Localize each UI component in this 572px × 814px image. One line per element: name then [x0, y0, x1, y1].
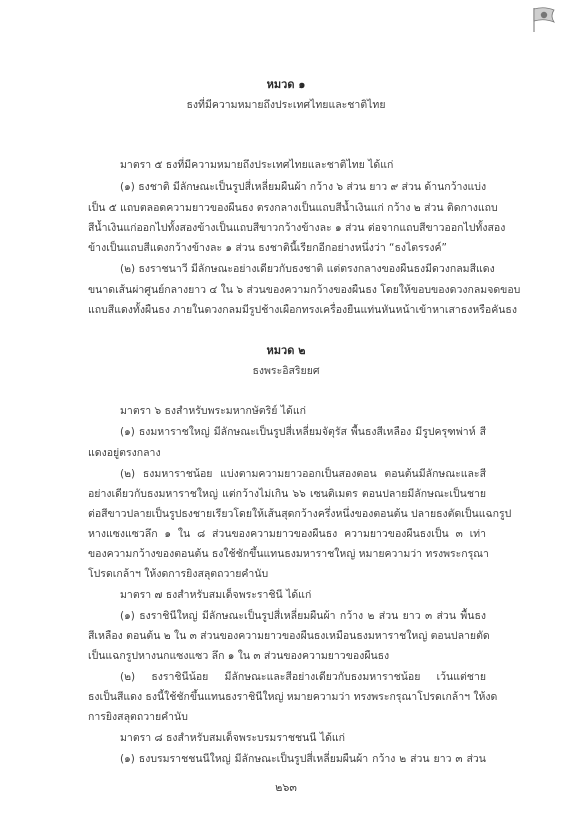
garuda-seal-icon	[528, 4, 558, 34]
section-8-p1-line: (๑) ธงบรมราชชนนีใหญ่ มีลักษณะเป็นรูปสี่เหลี่ยมผืนผ้า กว้าง ๒ ส่วน ยาว ๓ ส่วน	[120, 753, 486, 765]
section-8-intro: มาตรา ๘ ธงสำหรับสมเด็จพระบรมราชชนนี ได้แก่	[120, 732, 346, 744]
section-5-p1-line: เป็น ๕ แถบตลอดความยาวของผืนธง ตรงกลางเป็นแถบสีน้ำเงินแก่ กว้าง ๒ ส่วน ติดกางแถบ	[88, 202, 498, 214]
section-5-p1-line: สีน้ำเงินแก่ออกไปทั้งสองข้างเป็นแถบสีขาวกว้างข้างละ ๑ ส่วน ต่อจากแถบสีขาวออกไปทั้งสอง	[88, 222, 506, 234]
section-7-p2-line: การยิงสลุตถวายคำนับ	[88, 711, 188, 723]
section-6-p1-line: แดงอยู่ตรงกลาง	[88, 447, 161, 459]
page-number: ๒๖๓	[275, 781, 297, 794]
chapter-2-title: หมวด ๒	[266, 344, 306, 357]
section-5-intro: มาตรา ๕ ธงที่มีความหมายถึงประเทศไทยและชาติไทย ได้แก่	[120, 159, 394, 171]
section-5-p1-line: ข้างเป็นแถบสีแดงกว้างข้างละ ๑ ส่วน ธงชาตินี้เรียกอีกอย่างหนึ่งว่า “ธงไตรรงค์”	[88, 242, 447, 254]
chapter-2-subtitle: ธงพระอิสริยยศ	[252, 365, 320, 377]
section-5-p2-line: (๒) ธงราชนาวี มีลักษณะอย่างเดียวกับธงชาติ แต่ตรงกลางของผืนธงมีดวงกลมสีแดง	[120, 263, 495, 275]
section-5-p2-line: แถบสีแดงทั้งผืนธง ภายในดวงกลมมีรูปช้างเผือกทรงเครื่องยืนแท่นหันหน้าเข้าหาเสาธงหรือคันธง	[88, 304, 517, 316]
section-7-p1-line: สีเหลือง ตอนต้น ๒ ใน ๓ ส่วนของความยาวของผืนธงเหมือนธงมหาราชใหญ่ ตอนปลายตัด	[88, 630, 490, 642]
section-6-p2-line: ของความกว้างของตอนต้น ธงใช้ชักขึ้นแทนธงมหาราชใหญ่ หมายความว่า ทรงพระกรุณา	[88, 548, 489, 560]
section-6-p2-line: หางแซงแซวลึก ๑ ใน ๘ ส่วนของความยาวของผืนธง ความยาวของผืนธงเป็น ๓ เท่า	[88, 528, 486, 540]
section-5-p2-line: ขนาดเส้นผ่าศูนย์กลางยาว ๔ ใน ๖ ส่วนของความกว้างของผืนธง โดยให้ขอบของดวงกลมจดขอบ	[88, 284, 521, 296]
section-7-intro: มาตรา ๗ ธงสำหรับสมเด็จพระราชินี ได้แก่	[120, 589, 312, 601]
section-7-p1-line: (๑) ธงราชินีใหญ่ มีลักษณะเป็นรูปสี่เหลี่ยมผืนผ้า กว้าง ๒ ส่วน ยาว ๓ ส่วน พื้นธง	[120, 610, 486, 622]
section-6-p2-line: (๒) ธงมหาราชน้อย แบ่งตามความยาวออกเป็นสองตอน ตอนต้นมีลักษณะและสี	[120, 468, 486, 480]
section-6-p2-line: ต่อสีขาวปลายเป็นรูปธงชายเรียวโดยให้เส้นสุดกว้างครึ่งหนึ่งของตอนต้น ปลายธงตัดเป็นแฉกรูป	[88, 508, 512, 520]
section-7-p2-line: ธงเป็นสีแดง ธงนี้ใช้ชักขึ้นแทนธงราชินีใหญ่ หมายความว่า ทรงพระกรุณาโปรดเกล้าฯ ให้งด	[88, 691, 498, 703]
section-7-p1-line: เป็นแฉกรูปหางนกแซงแซว ลึก ๑ ใน ๓ ส่วนของความยาวของผืนธง	[88, 650, 390, 662]
section-6-p2-line: อย่างเดียวกับธงมหาราชใหญ่ แต่กว้างไม่เกิน ๖๖ เซนติเมตร ตอนปลายมีลักษณะเป็นชาย	[88, 488, 486, 500]
section-5-p1-line: (๑) ธงชาติ มีลักษณะเป็นรูปสี่เหลี่ยมผืนผ้า กว้าง ๖ ส่วน ยาว ๙ ส่วน ด้านกว้างแบ่ง	[120, 181, 487, 193]
section-7-p2-line: (๒) ธงราชินีน้อย มีลักษณะและสีอย่างเดียวกับธงมหาราชน้อย เว้นแต่ชาย	[120, 671, 486, 683]
section-6-p2-line: โปรดเกล้าฯ ให้งดการยิงสลุตถวายคำนับ	[88, 568, 269, 580]
section-6-p1-line: (๑) ธงมหาราชใหญ่ มีลักษณะเป็นรูปสี่เหลี่ยมจัตุรัส พื้นธงสีเหลือง มีรูปครุฑพ่าห์ สี	[120, 426, 486, 438]
section-6-intro: มาตรา ๖ ธงสำหรับพระมหากษัตริย์ ได้แก่	[120, 405, 306, 417]
chapter-1-title: หมวด ๑	[266, 78, 306, 91]
chapter-1-subtitle: ธงที่มีความหมายถึงประเทศไทยและชาติไทย	[186, 99, 386, 111]
